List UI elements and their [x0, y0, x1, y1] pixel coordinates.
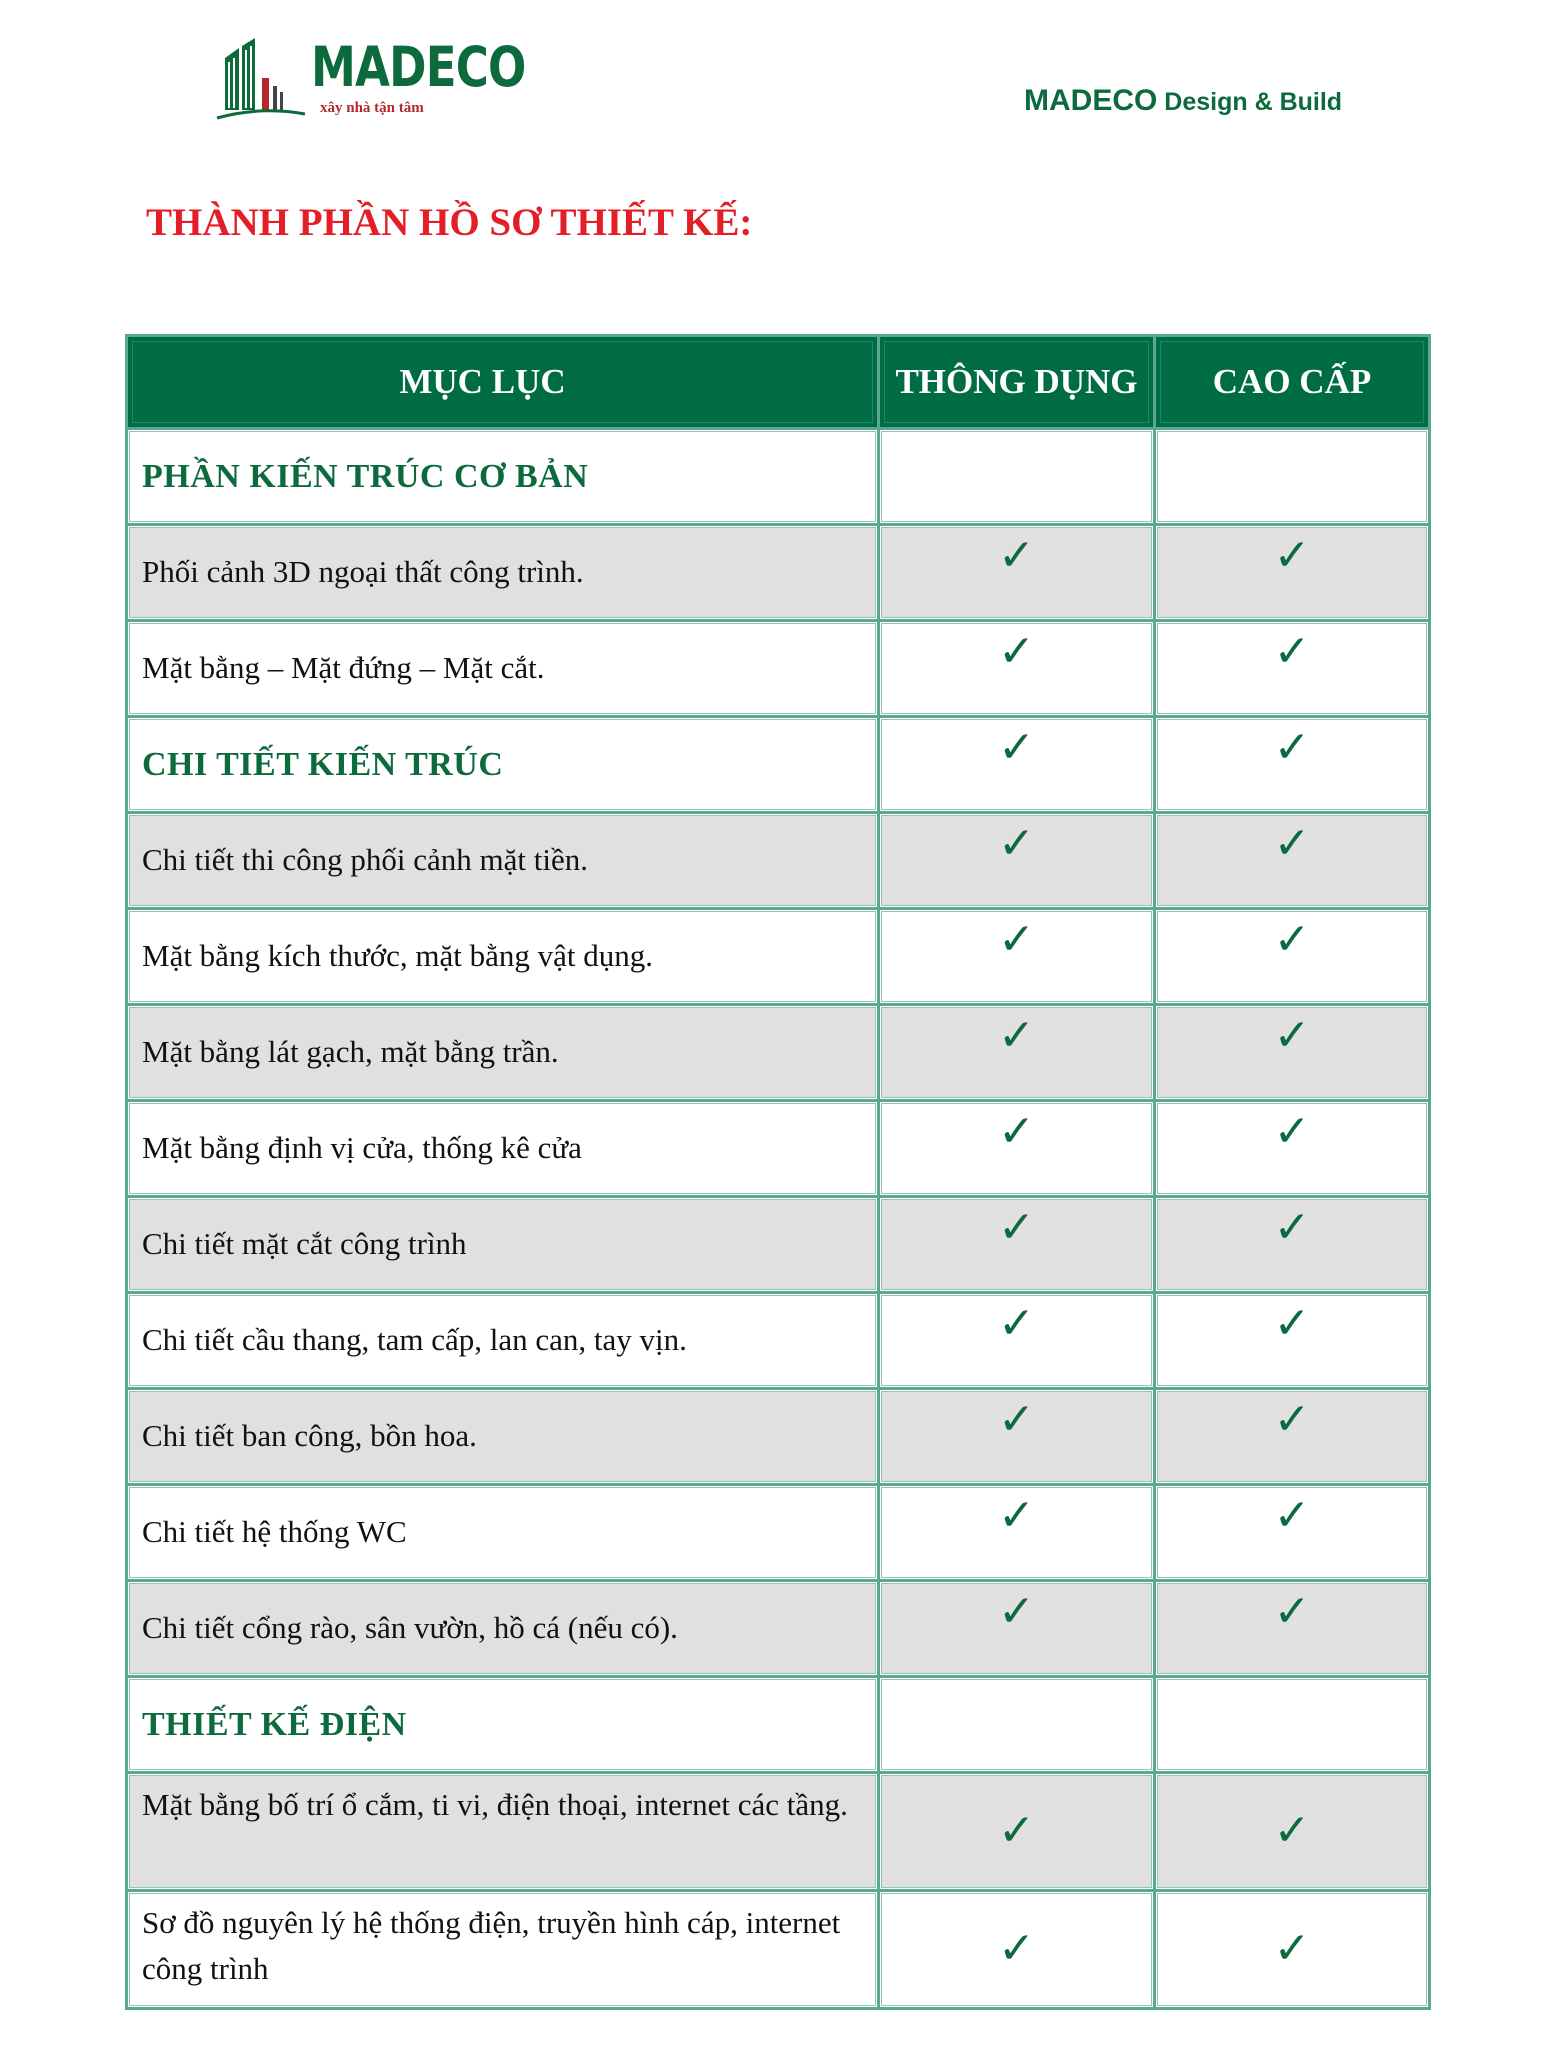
item-label: Sơ đồ nguyên lý hệ thống điện, truyền hình cáp, internet công trình	[127, 1891, 879, 2009]
table-row	[127, 1293, 1430, 1389]
madeco-logo	[215, 34, 526, 124]
item-label: Chi tiết ban công, bồn hoa.	[127, 1389, 879, 1485]
checkmark-icon: ✓	[998, 1298, 1035, 1349]
logo-slogan: xây nhà tận tâm	[320, 100, 424, 116]
checkmark-icon: ✓	[998, 1490, 1035, 1541]
checkmark-icon: ✓	[998, 1586, 1035, 1637]
checkmark-icon: ✓	[1273, 1586, 1311, 1637]
table-row	[127, 621, 1430, 717]
table-row	[127, 1389, 1430, 1485]
checkmark-icon: ✓	[998, 1106, 1035, 1157]
table-row	[127, 1101, 1430, 1197]
table-row	[127, 525, 1430, 621]
standard-cell	[879, 1197, 1155, 1293]
checkmark-icon: ✓	[998, 1923, 1035, 1974]
table-row	[127, 1773, 1430, 1891]
standard-cell	[879, 1101, 1155, 1197]
table-row	[127, 717, 1430, 813]
premium-cell	[1155, 813, 1430, 909]
header-contents: MỤC LỤC	[127, 336, 879, 429]
item-label: Mặt bằng – Mặt đứng – Mặt cắt.	[127, 621, 879, 717]
checkmark-icon: ✓	[1273, 818, 1311, 869]
checkmark-icon: ✓	[998, 1394, 1035, 1445]
header-standard: THÔNG DỤNG	[879, 336, 1155, 429]
standard-cell	[879, 1773, 1155, 1891]
item-label: Mặt bằng kích thước, mặt bằng vật dụng.	[127, 909, 879, 1005]
table-row	[127, 1581, 1430, 1677]
standard-cell	[879, 525, 1155, 621]
logo-wordmark: MADECO	[311, 35, 526, 99]
checkmark-icon: ✓	[1273, 1106, 1311, 1157]
checkmark-icon: ✓	[1273, 914, 1311, 965]
premium-cell	[1155, 1677, 1430, 1773]
checkmark-icon: ✓	[998, 1010, 1035, 1061]
premium-cell	[1155, 1005, 1430, 1101]
standard-cell	[879, 813, 1155, 909]
checkmark-icon: ✓	[1273, 722, 1311, 773]
checkmark-icon: ✓	[998, 1805, 1035, 1856]
header-premium: CAO CẤP	[1155, 336, 1430, 429]
design-dossier-table	[125, 334, 1431, 2010]
item-label: Mặt bằng lát gạch, mặt bằng trần.	[127, 1005, 879, 1101]
checkmark-icon: ✓	[1273, 1202, 1311, 1253]
standard-cell	[879, 1485, 1155, 1581]
premium-cell	[1155, 621, 1430, 717]
item-label: Chi tiết hệ thống WC	[127, 1485, 879, 1581]
checkmark-icon: ✓	[1273, 626, 1311, 677]
standard-cell	[879, 909, 1155, 1005]
section-heading: CHI TIẾT KIẾN TRÚC	[127, 717, 879, 813]
premium-cell	[1155, 429, 1430, 525]
table-row	[127, 813, 1430, 909]
checkmark-icon: ✓	[998, 722, 1035, 773]
standard-cell	[879, 1891, 1155, 2009]
standard-cell	[879, 621, 1155, 717]
company-name	[1024, 84, 1342, 118]
checkmark-icon: ✓	[998, 914, 1035, 965]
company-brand: MADECO	[1024, 84, 1158, 117]
premium-cell	[1155, 1891, 1430, 2009]
standard-cell	[879, 429, 1155, 525]
section-heading: PHẦN KIẾN TRÚC CƠ BẢN	[127, 429, 879, 525]
item-label: Chi tiết thi công phối cảnh mặt tiền.	[127, 813, 879, 909]
table-row	[127, 909, 1430, 1005]
standard-cell	[879, 717, 1155, 813]
checkmark-icon: ✓	[998, 626, 1035, 677]
checkmark-icon: ✓	[998, 1202, 1035, 1253]
table-row	[127, 1197, 1430, 1293]
checkmark-icon: ✓	[1273, 1298, 1311, 1349]
premium-cell	[1155, 1389, 1430, 1485]
checkmark-icon: ✓	[1273, 1805, 1311, 1856]
page-title: THÀNH PHẦN HỒ SƠ THIẾT KẾ:	[146, 201, 753, 244]
company-tagline: Design & Build	[1157, 88, 1343, 116]
section-heading: THIẾT KẾ ĐIỆN	[127, 1677, 879, 1773]
premium-cell	[1155, 1773, 1430, 1891]
standard-cell	[879, 1389, 1155, 1485]
premium-cell	[1155, 717, 1430, 813]
checkmark-icon: ✓	[1273, 530, 1311, 581]
premium-cell	[1155, 1197, 1430, 1293]
checkmark-icon: ✓	[1273, 1394, 1311, 1445]
item-label: Chi tiết mặt cắt công trình	[127, 1197, 879, 1293]
item-label: Mặt bằng định vị cửa, thống kê cửa	[127, 1101, 879, 1197]
checkmark-icon: ✓	[1273, 1010, 1311, 1061]
premium-cell	[1155, 1581, 1430, 1677]
standard-cell	[879, 1005, 1155, 1101]
premium-cell	[1155, 909, 1430, 1005]
premium-cell	[1155, 525, 1430, 621]
table-header-row	[127, 336, 1430, 429]
checkmark-icon: ✓	[998, 818, 1035, 869]
item-label: Mặt bằng bố trí ổ cắm, ti vi, điện thoại, internet các tầng.	[127, 1773, 879, 1891]
premium-cell	[1155, 1101, 1430, 1197]
standard-cell	[879, 1677, 1155, 1773]
table-row	[127, 1677, 1430, 1773]
item-label: Phối cảnh 3D ngoại thất công trình.	[127, 525, 879, 621]
table-row	[127, 429, 1430, 525]
checkmark-icon: ✓	[1273, 1923, 1311, 1974]
premium-cell	[1155, 1293, 1430, 1389]
table-row	[127, 1485, 1430, 1581]
standard-cell	[879, 1581, 1155, 1677]
item-label: Chi tiết cổng rào, sân vườn, hồ cá (nếu có).	[127, 1581, 879, 1677]
item-label: Chi tiết cầu thang, tam cấp, lan can, tay vịn.	[127, 1293, 879, 1389]
table-row	[127, 1891, 1430, 2009]
checkmark-icon: ✓	[1273, 1490, 1311, 1541]
building-logo-icon	[215, 34, 315, 124]
premium-cell	[1155, 1485, 1430, 1581]
standard-cell	[879, 1293, 1155, 1389]
checkmark-icon: ✓	[998, 530, 1035, 581]
table-row	[127, 1005, 1430, 1101]
